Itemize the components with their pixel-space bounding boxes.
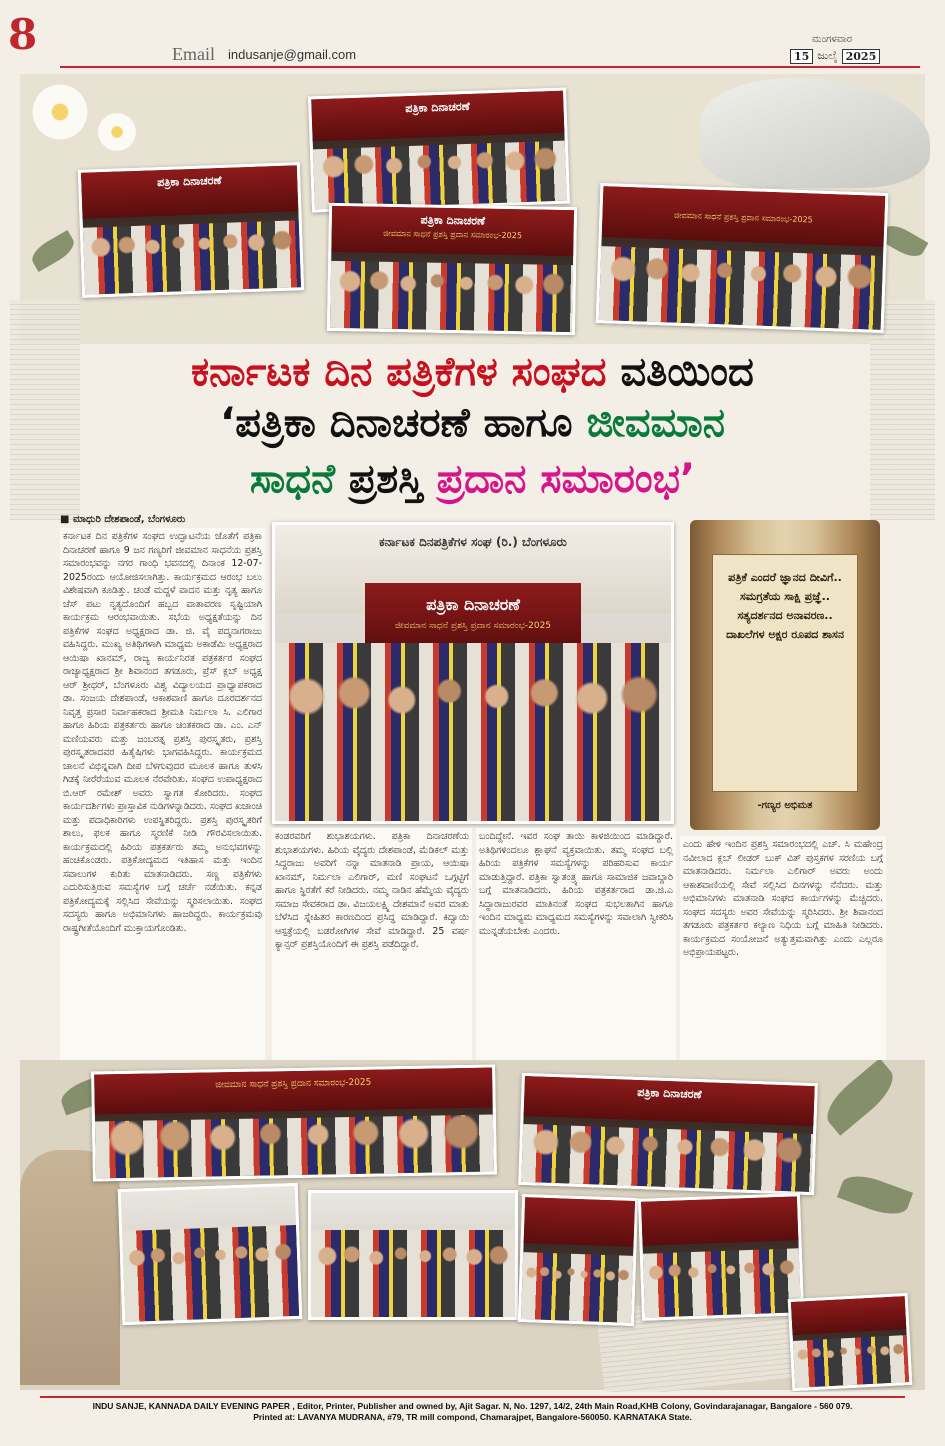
- headline-achievement: ಸಾಧನೆ: [249, 456, 335, 502]
- headline-line-3: [40, 456, 905, 502]
- headline-org-name: ಕರ್ನಾಟಕ ದಿನ ಪತ್ರಿಕೆಗಳ ಸಂಘದ: [191, 349, 607, 395]
- event-photo: [327, 203, 577, 335]
- photo-banner-title: ಪತ್ರಿಕಾ ದಿನಾಚರಣೆ: [420, 213, 486, 228]
- headline-by: ವತಿಯಿಂದ: [606, 349, 754, 395]
- flower-icon: [95, 110, 139, 154]
- scroll-quote-text: ಪತ್ರಿಕೆ ಎಂದರೆ ಜ್ಞಾನದ ದೀವಿಗೆ.. ಸಮಗ್ರತೆಯ ಸಾಕ್ಷಿ ಪ್ರಜ್ಞೆ.. ಸತ್ಯದರ್ಶನದ ಅನಾವರಣ.. ದಾಖಲೆಗಳ ಅಕ್ಷರ ರೂಪದ ಶಾಸನ: [726, 571, 844, 641]
- footer-divider: [40, 1396, 905, 1398]
- date-row: [790, 48, 920, 64]
- page-number: 8: [8, 10, 38, 59]
- article-column-4: ಎಂದು ಹೇಳಿ ಇಂದಿನ ಪ್ರಶಸ್ತಿ ಸಮಾರಂಭದಲ್ಲಿ ಎಚ್. ಸಿ ಮಹೇಂದ್ರ ನವೀಲಾದ ಕ್ಲಬ್ ಲೀಡರ್ ಬುಕ್ ವಿತ್ ಪುಸ್ತಕಗಳ ಸರಣಿಯ ಬಗ್ಗೆ ಮಾತನಾಡಿದರು. ನಿರ್ಮಲಾ ಎಲಿಗಾರ್ ಅವರು ಅಂದು ಆಕಾಶವಾಣಿಯಲ್ಲಿ ಸೇವೆ ಸಲ್ಲಿಸಿದ ದಿನಗಳನ್ನು ನೆನೆದರು. ಮತ್ತು ಅಭಿಮಾನಿಗಳು ಮಾತನಾಡಿ ಸಂಘದ ಕಾರ್ಯಗಳನ್ನು ಮೆಚ್ಚಿದರು. ಸಂಘದ ಸದಸ್ಯರು ಅವರ ಸೇವೆಯನ್ನು ಸ್ಮರಿಸಿದರು. ಶ್ರೀ ಶಿವಾನಂದ ತಗಡೂರು ಪತ್ರಕರ್ತರ ಕಲ್ಯಾಣ ನಿಧಿಯ ಬಗ್ಗೆ ಮಾಹಿತಿ ನೀಡಿದರು. ಕಾರ್ಯಕ್ರಮದ ಸಂಯೋಜನೆ ಅತ್ಯುತ್ತಮವಾಗಿತ್ತು ಎಂದು ಎಲ್ಲರೂ ಅಭಿಪ್ರಾಯಪಟ್ಟರು.: [680, 836, 886, 1060]
- byline: ■ ಮಾಧುರಿ ದೇಶಪಾಂಡೆ, ಬೆಂಗಳೂರು: [60, 514, 185, 525]
- photo-org-banner: ಕರ್ನಾಟಕ ದಿನಪತ್ರಿಕೆಗಳ ಸಂಘ (ರಿ.) ಬೆಂಗಳೂರು: [379, 535, 567, 549]
- article-column-2: ಕಂಡರವರಿಗೆ ಶುಭಾಶಯಗಳು. ಪತ್ರಿಕಾ ದಿನಾಚರಣೆಯ ಶುಭಾಶಯಗಳು. ಹಿರಿಯ ವೈದ್ಯರು ದೇಶಪಾಂಡೆ, ಮೆಡಿಕಲ್ ಮತ್ತು ಸಿದ್ದರಾಜು ಅವರಿಗೆ ನನ್ನಾ ಮಾತನಾಡಿ ಪ್ರಾಯ, ಆಯಿಷಾ ಖಾನಮ್, ನಿರ್ಮಲಾ ಎಲಿಗಾರ್, ಮಣಿ ಸಂಘಟನೆ ಒಗ್ಗಟ್ಟಿಗೆ ಹಾಗೂ ಸ್ಥಿರತೆಗೆ ಕರೆ ನೀಡಿದರು. ನಮ್ಮ ನಾಡಿನ ಹೆಮ್ಮೆಯ ವೈದ್ಯರು ಸಮಾಜ ಸೇವಕರಾದ ಡಾ. ವಿಜಯಲಕ್ಷ್ಮಿ ದೇಶಮಾನೆ ಅವರ ಮಾತು ಬೆಳೆಸಿದ ಸ್ನೇಹಿತರ ಕಾರಣದಿಂದ ಪ್ರಸಿದ್ಧ ಮಾಡಿದ್ದಾರೆ. ಕಿದ್ವಾಯಿ ಆಸ್ಪತ್ರೆಯಲ್ಲಿ ಬಡರೋಗಿಗಳ ಸೇವೆ ಮಾಡಿದ್ದಾರೆ. 25 ವರ್ಷ ಕ್ಯಾನ್ಸರ್ ಪ್ರಶಸ್ತಿಯೊಂದಿಗೆ ಈ ಪ್ರಶಸ್ತಿ ಪಡೆದಿದ್ದಾರೆ.: [272, 828, 472, 1060]
- event-photo: [91, 1064, 497, 1181]
- page-footer: [0, 1392, 945, 1446]
- headline-event: ‘ಪತ್ರಿಕಾ ದಿನಾಚರಣೆ ಹಾಗೂ: [220, 400, 587, 446]
- footer-printer: Printed at: LAVANYA MUDRANA, #79, TR mill compond, Chamarajpet, Bangalore-560050. KARNATAKA State.: [253, 1412, 692, 1422]
- main-event-photo: [272, 522, 674, 824]
- event-photo: [788, 1293, 913, 1391]
- page-header: [0, 0, 945, 74]
- event-photo: [518, 1194, 638, 1326]
- quote-scroll: [690, 520, 880, 830]
- event-photo: [638, 1193, 804, 1321]
- event-photo: [596, 183, 889, 333]
- event-photo: [308, 1190, 518, 1320]
- scroll-quote-author: -ಗಣ್ಯರ ಅಭಿಮತ: [757, 800, 813, 811]
- article-column-1: ಕರ್ನಾಟಕ ದಿನ ಪತ್ರಿಕೆಗಳ ಸಂಘದ ಉದ್ಘಾಟನೆಯ ಜೊತೆಗೆ ಪತ್ರಿಕಾ ದಿನಾಚರಣೆ ಹಾಗೂ 9 ಜನ ಗಣ್ಯರಿಗೆ ಜೀವಮಾನ ಸಾಧನೆಯ ಪ್ರಶಸ್ತಿ ಸಮಾರಂಭವನ್ನು ನಗರ ಗಾಂಧಿ ಭವನದಲ್ಲಿ ದಿನಾಂಕ 12-07-2025ರಂದು ಆಯೋಜಿಸಲಾಗಿತ್ತು. ಕಾರ್ಯಕ್ರಮದ ಆರಂಭ ಬಲು ವಿಶೇಷವಾಗಿ ಕೂಡಿತ್ತು. ಚಂಡೆ ಮದ್ದಳೆ ವಾದನ ಮತ್ತು ನೃತ್ಯ ಹಾಗೂ ಚೆಸ್ ಪಟು ನೃತ್ಯದೊಂದಿಗೆ ಹಬ್ಬದ ವಾತಾವರಣ ಸೃಷ್ಟಿಯಾಗಿ ಕಾರ್ಯಕ್ರಮ ಆರಂಭವಾಯಿತು. ಸಭೆಯ ಅಧ್ಯಕ್ಷತೆಯನ್ನು ದಿನ ಪತ್ರಿಕೆಗಳ ಸಂಘದ ಅಧ್ಯಕ್ಷರಾದ ಡಾ. ಜಿ. ವೈ ಪದ್ಮನಾಗರಾಜು ವಹಿಸಿದ್ದರು. ಮುಖ್ಯ ಅತಿಥಿಗಳಾಗಿ ಮಾಧ್ಯಮ ಅಕಾಡೆಮಿ ಅಧ್ಯಕ್ಷರಾದ ಆಯಿಷಾ ಖಾನಮ್, ರಾಜ್ಯ ಕಾರ್ಯನಿರತ ಪತ್ರಕರ್ತರ ಸಂಘದ ರಾಜ್ಯಾಧ್ಯಕ್ಷರಾದ ಶ್ರೀ ಶಿವಾನಂದ ತಗಡೂರು, ಪ್ರೆಸ್ ಕ್ಲಬ್ ಅಧ್ಯಕ್ಷ ಆರ್ ಶ್ರೀಧರ್, ಬೆಂಗಳೂರು ವಿಶ್ವ ವಿದ್ಯಾಲಯದ ಪ್ರಾಧ್ಯಾಪಕರಾದ ಡಾ. ಸಂಜಯ ದೇಶಪಾಂಡೆ, ಆಕಾಶವಾಣಿ ಹಾಗೂ ದೂರದರ್ಶನದ ನಿವೃತ್ತ ಪ್ರಸಾರ ನಿರ್ವಾಹಕರಾದ ಶ್ರೀಮತಿ ನಿರ್ಮಲಾ ಸಿ. ಎಲಿಗಾರ ಹಾಗೂ ಹಿರಿಯ ಪತ್ರಕರ್ತರು ಹಾಗೂ ಚಿಂತಕರಾದ ಡಾ. ಎಂ. ಎನ್ ಮಣಿಯವರು ಮತ್ತು ಜಂಬರತ್ನ ಪ್ರಶಸ್ತಿ ಪುರಸ್ಕೃತರು, ಪ್ರಶಸ್ತಿ ಪುರಸ್ಕೃತರಾದವರ ಹಿತೈಷಿಗಳು ಭಾಗವಹಿಸಿದ್ದರು. ಕಾರ್ಯಕ್ರಮದ ಚಾಲನೆ ವಿಭಿನ್ನವಾಗಿ ದೀಪ ಬೆಳಗುವುದರ ಮೂಲಕ ಹಾಗೂ ತುಳಸಿ ಗಿಡಕ್ಕೆ ನೀರೆರೆಯುವ ಮೂಲಕ ನೆರವೇರಿತು. ಸಂಘದ ಉಪಾಧ್ಯಕ್ಷರಾದ ಬಿ.ಆರ್ ರಮೇಶ್ ಅವರು ಸ್ವಾಗತ ಕೋರಿದರು. ಸಂಘದ ಕಾರ್ಯದರ್ಶಿಗಳು ಪ್ರಾಸ್ತಾವಿಕ ನುಡಿಗಳನ್ನಾಡಿದರು. ಸಂಘದ ಖಜಾಂಚಿ ಮತ್ತು ಪದಾಧಿಕಾರಿಗಳು ಉಪಸ್ಥಿತರಿದ್ದರು. ಪ್ರಶಸ್ತಿ ಪುರಸ್ಕೃತರಿಗೆ ಶಾಲು, ಫಲಕ ಹಾಗೂ ಸ್ಮರಣಿಕೆ ನೀಡಿ ಗೌರವಿಸಲಾಯಿತು. ಕಾರ್ಯಕ್ರಮದಲ್ಲಿ ಹಿರಿಯ ಪತ್ರಕರ್ತರು ತಮ್ಮ ಅನುಭವಗಳನ್ನು ಹಂಚಿಕೊಂಡರು. ಪತ್ರಿಕೋದ್ಯಮದ ಇತಿಹಾಸ ಮತ್ತು ಇಂದಿನ ಸವಾಲುಗಳ ಕುರಿತು ಮಾತನಾಡಿದರು. ಸಣ್ಣ ಪತ್ರಿಕೆಗಳು ಎದುರಿಸುತ್ತಿರುವ ಸಮಸ್ಯೆಗಳ ಬಗ್ಗೆ ಚರ್ಚೆ ನಡೆಯಿತು. ಕನ್ನಡ ಪತ್ರಿಕೋದ್ಯಮಕ್ಕೆ ಸಲ್ಲಿಸಿದ ಸೇವೆಯನ್ನು ಸ್ಮರಿಸಲಾಯಿತು. ಸಂಘದ ಸದಸ್ಯರು ಹಾಗೂ ಅಭಿಮಾನಿಗಳು ಹಾಜರಿದ್ದರು. ಕಾರ್ಯಕ್ರಮವು ರಾಷ್ಟ್ರಗೀತೆಯೊಂದಿಗೆ ಮುಕ್ತಾಯಗೊಂಡಿತು.: [60, 528, 265, 1060]
- event-photo: [308, 88, 570, 213]
- photo-banner-title: ಪತ್ರಿಕಾ ದಿನಾಚರಣೆ: [156, 173, 222, 190]
- photo-banner-subtitle: ಜೀವಮಾನ ಸಾಧನೆ ಪ್ರಶಸ್ತಿ ಪ್ರದಾನ ಸಮಾರಂಭ-2025: [215, 1077, 372, 1091]
- photo-banner-title: ಪತ್ರಿಕಾ ದಿನಾಚರಣೆ: [426, 595, 520, 614]
- photo-banner-subtitle: ಜೀವಮಾನ ಸಾಧನೆ ಪ್ರಶಸ್ತಿ ಪ್ರದಾನ ಸಮಾರಂಭ-2025: [394, 621, 552, 631]
- article-column-3: ಬಂದಿದ್ದೇನೆ. ಇವರ ಸಂಘ ತಾಯಿ ಕಾಳಜಿಯಿಂದ ಮಾಡಿದ್ದಾರೆ. ಅತಿಥಿಗಳಿಂದಲೂ ಶ್ಲಾಘನೆ ವ್ಯಕ್ತವಾಯಿತು. ತಮ್ಮ ಸಂಘದ ಬಲ್ಲಿ ಹಿರಿಯ ಪತ್ರಿಕೆಗಳ ಸಮಸ್ಯೆಗಳನ್ನು ಪರಿಹರಿಸುವ ಕಾರ್ಯ ಮಾಡುತ್ತಿದ್ದಾರೆ. ಪತ್ರಿಕಾ ಸ್ವಾತಂತ್ರ್ಯ ಹಾಗೂ ಸಾಮಾಜಿಕ ಜವಾಬ್ದಾರಿ ಬಗ್ಗೆ ಮಾತನಾಡಿದರು. ಹಿರಿಯ ಪತ್ರಕರ್ತರಾದ ಡಾ.ಜಿ.ಎ ಸಿದ್ಧಾರಾಜುರವರ ಮಾತಿನಂತೆ ಸಂಘದ ಸುಭಲತಾಗಿನ ಹಾಗೂ ಇಂದಿನ ಮಾಧ್ಯಮ ಮಾಧ್ಯಮದ ಸಮಸ್ಯೆಗಳನ್ನು ಸವಾಲಾಗಿ ಸ್ವೀಕರಿಸಿ ಮುನ್ನಡೆಯಬೇಕು ಎಂದರು.: [476, 828, 676, 1060]
- headline-lifetime: ಜೀವಮಾನ: [586, 400, 725, 446]
- footer-imprint: INDU SANJE, KANNADA DAILY EVENING PAPER , Editor, Printer, Publisher and owned by, Ajit Sagar. N, No. 1297, 14/2, 24th Main Road,KHB Colony, Govindarajanagar, Bangalore - 560 079.: [92, 1401, 853, 1411]
- header-divider: [60, 66, 920, 68]
- headline-line-1: [40, 349, 905, 395]
- date-day: 15: [790, 49, 813, 64]
- event-photo: [118, 1183, 303, 1325]
- photo-banner-subtitle: ಜೀವಮಾನ ಸಾಧನೆ ಪ್ರಶಸ್ತಿ ಪ್ರದಾನ ಸಮಾರಂಭ-2025: [383, 228, 523, 241]
- weekday: ಮಂಗಳವಾರ: [812, 34, 853, 45]
- event-photo: [78, 162, 304, 298]
- headline-line-2: [40, 400, 905, 446]
- date-month: ಜುಲೈ: [817, 49, 838, 62]
- photo-banner-subtitle: ಜೀವಮಾನ ಸಾಧನೆ ಪ್ರಶಸ್ತಿ ಪ್ರದಾನ ಸಮಾರಂಭ-2025: [673, 210, 813, 225]
- headline-ceremony: ಪ್ರದಾನ ಸಮಾರಂಭ’: [436, 456, 696, 502]
- photo-banner-title: ಪತ್ರಿಕಾ ದಿನಾಚರಣೆ: [636, 1085, 702, 1102]
- photo-banner-title: ಪತ್ರಿಕಾ ದಿನಾಚರಣೆ: [405, 99, 470, 116]
- date-box: [790, 34, 920, 64]
- flower-icon: [28, 80, 92, 144]
- email-label: Email: [172, 44, 215, 64]
- date-year: 2025: [842, 49, 881, 64]
- headline-award: ಪ್ರಶಸ್ತಿ: [334, 456, 437, 502]
- event-photo: [518, 1073, 818, 1195]
- monument-illustration: [20, 1150, 120, 1385]
- email-address[interactable]: indusanje@gmail.com: [228, 47, 357, 62]
